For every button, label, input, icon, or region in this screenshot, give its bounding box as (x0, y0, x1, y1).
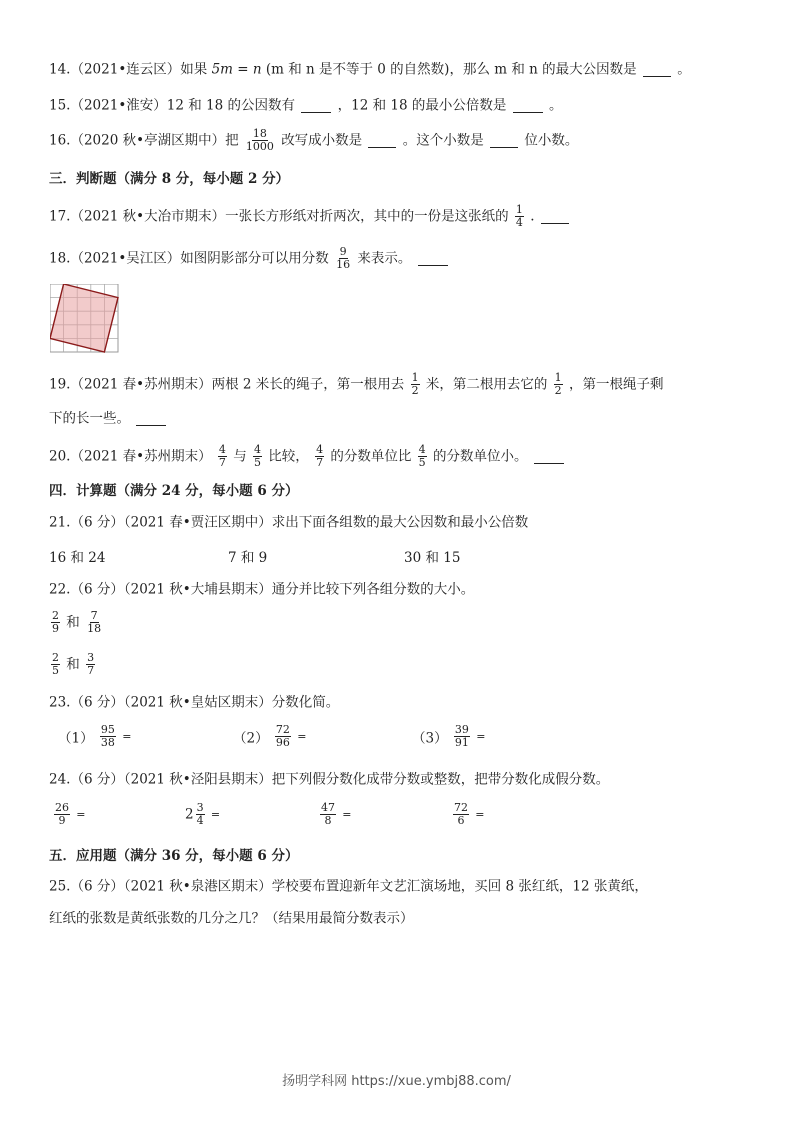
answer-blank[interactable] (541, 209, 569, 224)
question-24: 24.（6 分）（2021 秋•泾阳县期末）把下列假分数化成带分数或整数，把带分数化成假分数。 (49, 771, 610, 788)
fraction: $\frac{2}{9}$ (52, 609, 59, 635)
fraction: $\frac{1}{2}$ (554, 371, 562, 397)
question-15: 15.（2021•淮安）12 和 18 的公因数有 ，12 和 18 的最小公倍数是 。 (49, 97, 563, 114)
answer-blank[interactable] (418, 251, 448, 266)
fraction: $\frac{3}{7}$ (87, 651, 95, 677)
q14-text: 14.（2021•连云区）如果 (49, 61, 208, 78)
page-footer[interactable]: 扬明学科网 https://xue.ymbj88.com/ (282, 1074, 511, 1089)
answer-blank[interactable] (534, 449, 564, 464)
question-18: 18.（2021•吴江区）如图阴影部分可以用分数 $\frac{9}{16}$ 来表示。 (49, 246, 450, 271)
answer-blank[interactable] (490, 133, 518, 148)
fraction: $\frac{7}{18}$ (87, 609, 102, 635)
q21-pair-2: 7 和 9 (228, 550, 268, 566)
q23-item-2: （2） $\frac{72}{96}$ = (233, 723, 307, 749)
section-5-heading: 五．应用题（满分 36 分，每小题 6 分） (49, 848, 299, 864)
q14-text-mid: (m 和 n 是不等于 0 的自然数)，那么 m 和 n 的最大公因数是 (265, 61, 637, 78)
question-14: 14.（2021•连云区）如果 5m = n (m 和 n 是不等于 0 的自然数)，那么 m 和 n 的最大公因数是 。 (49, 61, 691, 78)
answer-blank[interactable] (136, 411, 166, 426)
q14-equation: 5m = n (211, 61, 262, 78)
fraction: $\frac{4}{7}$ (316, 443, 324, 469)
question-22: 22.（6 分）（2021 秋•大埔县期末）通分并比较下列各组分数的大小。 (49, 581, 475, 598)
q22-row-1: $\frac{2}{9}$ 和 $\frac{7}{18}$ (52, 609, 102, 635)
question-19-cont: 下的长一些。 (49, 409, 168, 428)
question-20: 20.（2021 春•苏州期末） $\frac{4}{7}$ 与 $\frac{4}{5}$ 比较， $\frac{4}{7}$ 的分数单位比 $\frac{4}{5}$ 的分数单位小。 (49, 444, 566, 469)
fraction: $\frac{9}{16}$ (336, 245, 351, 271)
answer-blank[interactable] (513, 98, 543, 113)
fraction: $\frac{4}{7}$ (218, 443, 226, 469)
fraction: $\frac{4}{5}$ (418, 443, 426, 469)
question-17: 17.（2021 秋•大冶市期末）一张长方形纸对折两次，其中的一份是这张纸的 $\frac{1}{4}$ . (49, 204, 571, 229)
q23-item-1: （1） $\frac{95}{38}$ = (58, 723, 132, 749)
shaded-square-figure (50, 284, 120, 354)
q24-item-3: $\frac{47}{8}$ = (321, 801, 352, 827)
fraction: $\frac{18}{1000}$ (245, 127, 274, 153)
question-19: 19.（2021 春•苏州期末）两根 2 米长的绳子，第一根用去 $\frac{1}{2}$ 米，第二根用去它的 $\frac{1}{2}$ ，第一根绳子剩 (49, 371, 664, 397)
answer-blank[interactable] (301, 98, 331, 113)
question-25-cont: 红纸的张数是黄纸张数的几分之几？（结果用最简分数表示） (49, 910, 414, 927)
question-23: 23.（6 分）（2021 秋•皇姑区期末）分数化简。 (49, 694, 340, 711)
section-4-heading: 四．计算题（满分 24 分，每小题 6 分） (49, 483, 299, 499)
fraction: $\frac{1}{2}$ (411, 371, 419, 397)
question-21: 21.（6 分）（2021 春•贾汪区期中）求出下面各组数的最大公因数和最小公倍数 (49, 514, 529, 531)
fraction: $\frac{2}{5}$ (52, 651, 59, 677)
answer-blank[interactable] (643, 62, 671, 77)
fraction: $\frac{4}{5}$ (253, 443, 261, 469)
q23-item-3: （3） $\frac{39}{91}$ = (412, 723, 486, 749)
answer-blank[interactable] (368, 133, 396, 148)
fraction: $\frac{1}{4}$ (515, 203, 523, 229)
q24-item-4: $\frac{72}{6}$ = (454, 801, 485, 827)
q21-pair-3: 30 和 15 (404, 550, 461, 566)
question-25: 25.（6 分）（2021 秋•泉港区期末）学校要布置迎新年文艺汇演场地，买回 8 张红纸，12 张黄纸， (49, 878, 648, 895)
q24-item-1: $\frac{26}{9}$ = (55, 801, 86, 827)
section-3-heading: 三．判断题（满分 8 分，每小题 2 分） (49, 171, 290, 187)
q21-pair-1: 16 和 24 (49, 550, 106, 566)
q22-row-2: $\frac{2}{5}$ 和 $\frac{3}{7}$ (52, 651, 95, 677)
question-16: 16.（2020 秋•亭湖区期中）把 $\frac{18}{1000}$ 改写成小数是 。这个小数是 位小数。 (49, 127, 579, 153)
q24-item-2: 2 $\frac{3}{4}$ = (185, 801, 221, 827)
